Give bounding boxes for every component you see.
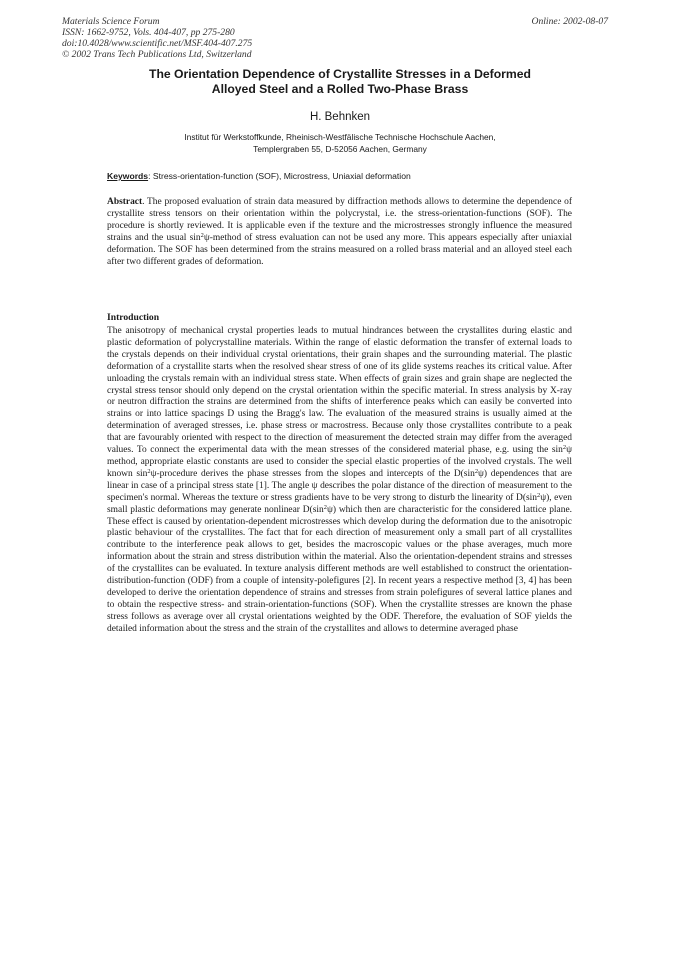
intro-text-2: ψ method, appropriate elastic constants are used to consider the special elastic properties of the involved crystals. The well known sin [107,445,572,479]
intro-text-1: The anisotropy of mechanical crystal properties leads to mutual hindrances between the crystallites during elastic and plastic deformation of polycrystalline materials. Within the range of elastic deformation the transfer of external loads to the crystals depends on their individual crystal orientations, their grain shapes and the surrounding material. The plastic deformation of a crystallite starts when the resolved shear stress of one of its glide systems reaches its critical value. After unloading the crystals remain with an individual stress state. When effects of grain sizes and grain shape are neglected the crystal stress tensor should only depend on the crystal orientation within the specific material. In stress analysis by X-ray or neutron diffraction the strains are determined from the shifts of interference peaks which can easily be converted into strains or into lattice spacings D using the Bragg's law. The evaluation of the measured strains is usually aimed at the determination of averaged stresses, i.e. phase stress or macrostress. Because only those crystallites contribute to a peak that are favourably oriented with respect to the direction of measurement the detected strain may differ from the averaged values. To connect the experimental data with the mean stresses of the considered material phase, e.g. using the sin [107,326,572,456]
abstract-superscript: 2 [200,231,204,239]
keywords [107,171,587,181]
keywords-label: Keywords [107,171,149,181]
intro-sup-e: 2 [323,503,327,511]
introduction-body [107,326,572,636]
intro-sup-b: 2 [147,467,151,475]
title-line-1: The Orientation Dependence of Crystallite Stresses in a Deformed [149,67,531,81]
affiliation-line-1: Institut für Werkstoffkunde, Rheinisch-Westfälische Technische Hochschule Aachen, [184,132,496,142]
intro-text-4: ψ) dependences that are linear in case of a principal stress state [1]. The angle ψ describes the polar distance of the direction of measurement to the specimen's normal. Whereas the texture or stress gradients have to be very strong to disturb the linearity of D(sin [107,468,572,503]
intro-sup-d: 2 [537,491,541,499]
abstract-text-2: ψ-method of stress evaluation can not be used any more. This appears especially after uniaxial deformation. The SOF has been determined from the strains measured on a rolled brass material and an alloyed steel each after two different grades of deformation. [107,232,572,267]
paper-title [80,67,600,97]
title-line-2: Alloyed Steel and a Rolled Two-Phase Brass [211,82,469,96]
doi-line: doi:10.4028/www.scientific.net/MSF.404-407.275 [62,38,253,49]
abstract [107,197,572,268]
online-date: Online: 2002-08-07 [531,16,608,27]
affiliation-line-2: Templergraben 55, D-52056 Aachen, Germany [253,144,427,154]
keywords-text: : Stress-orientation-function (SOF), Microstress, Uniaxial deformation [148,171,411,181]
intro-text-6: ψ) which then are characteristic for the considered lattice plane. These effect is caused by orientation-dependent microstresses which develop during the deformation due to the anisotropic plastic behaviour of the crystallites. The fact that for each direction of measurement only a small part of all crystallites contribute to the interference peak allows to get, besides the macroscopic values or the phase averages, much more information about the strain and stress distribution within the material. Also the orientation-dependent strains and stresses of the crystallites can be evaluated. In texture analysis different methods are well established to construct the orientation-distribution-function (ODF) from a couple of intensity-polefigures [2]. In recent years a respective method [3, 4] has been developed to derive the orientation dependence of strains and stresses from strain polefigures of several lattice planes and to obtain the respective stress- and strain-orientation-functions (SOF). When the crystallite stresses are known the phase stress follows as average over all crystal orientations weighted by the ODF. Therefore, the evaluation of SOF yields the detailed information about the stress and the strain of the crystallites and allows to determine averaged phase [107,504,572,634]
abstract-label: Abstract [107,197,143,207]
intro-sup-a: 2 [562,444,567,452]
issn-line: ISSN: 1662-9752, Vols. 404-407, pp 275-280 [62,27,235,38]
intro-text-5: ψ), even small plastic deformations may generate nonlinear D(sin [107,492,572,515]
intro-text-3: ψ-procedure derives the phase stresses from the slopes and intercepts of the D(sin [150,468,475,479]
introduction-heading: Introduction [107,312,160,323]
copyright-line: © 2002 Trans Tech Publications Ltd, Switzerland [62,49,252,60]
affiliation [80,131,600,155]
abstract-text-1: . The proposed evaluation of strain data measured by diffraction methods allows to determine the dependence of crystallite stress tensors on their orientation within the polycrystal, i.e. the stress-orientation-functions (SOF). The procedure is shortly reviewed. It is applicable even if the texture and the microstresses strongly influence the measured strains and the usual sin [107,197,572,243]
intro-sup-c: 2 [474,467,479,475]
author: H. Behnken [309,111,371,123]
journal-header [62,16,252,60]
journal-name: Materials Science Forum [62,16,160,27]
